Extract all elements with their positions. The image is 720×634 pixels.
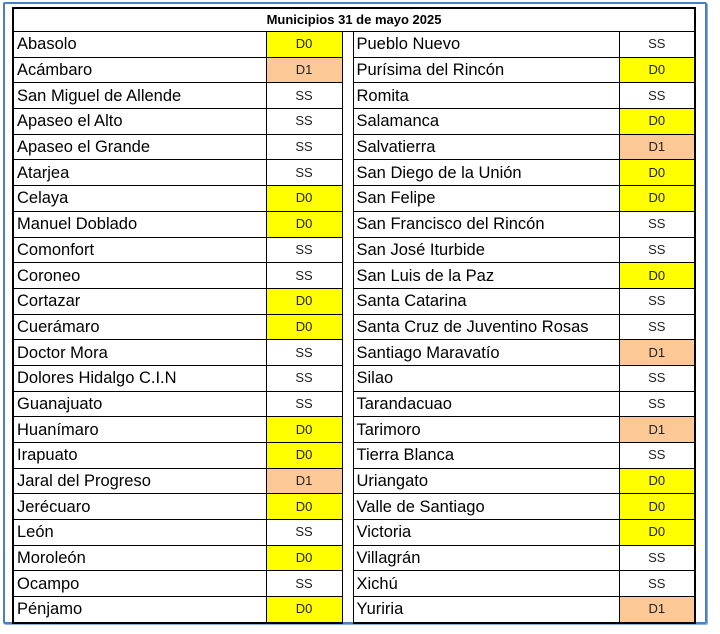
status-badge: D0 xyxy=(266,288,342,314)
column-gap xyxy=(342,545,353,571)
column-gap xyxy=(342,417,353,443)
status-badge: SS xyxy=(619,545,695,571)
status-badge: SS xyxy=(266,263,342,289)
table-row xyxy=(13,597,695,623)
table-title: Municipios 31 de mayo 2025 xyxy=(13,8,695,32)
status-badge: SS xyxy=(619,365,695,391)
table-title-row xyxy=(13,8,695,32)
municipio-name: Victoria xyxy=(353,520,619,546)
municipio-name: Jaral del Progreso xyxy=(13,468,266,494)
table-row xyxy=(13,288,695,314)
column-gap xyxy=(342,211,353,237)
status-badge: D1 xyxy=(619,597,695,623)
status-badge: SS xyxy=(266,134,342,160)
status-badge: SS xyxy=(619,391,695,417)
table-row xyxy=(13,571,695,597)
table-row xyxy=(13,443,695,469)
column-gap xyxy=(342,391,353,417)
column-gap xyxy=(342,57,353,83)
table-row xyxy=(13,494,695,520)
column-gap xyxy=(342,288,353,314)
municipio-name: Santa Cruz de Juventino Rosas xyxy=(353,314,619,340)
municipio-name: Santiago Maravatío xyxy=(353,340,619,366)
status-badge: D1 xyxy=(619,340,695,366)
status-badge: D0 xyxy=(619,520,695,546)
status-badge: SS xyxy=(619,83,695,109)
municipio-name: San José Iturbide xyxy=(353,237,619,263)
status-badge: SS xyxy=(619,571,695,597)
column-gap xyxy=(342,571,353,597)
status-badge: SS xyxy=(619,237,695,263)
table-row xyxy=(13,520,695,546)
status-badge: SS xyxy=(266,340,342,366)
status-badge: D0 xyxy=(266,314,342,340)
table-row xyxy=(13,160,695,186)
status-badge: SS xyxy=(266,83,342,109)
status-badge: D1 xyxy=(619,134,695,160)
status-badge: SS xyxy=(266,391,342,417)
column-gap xyxy=(342,520,353,546)
municipio-name: Tarimoro xyxy=(353,417,619,443)
municipio-name: Purísima del Rincón xyxy=(353,57,619,83)
column-gap xyxy=(342,314,353,340)
status-badge: SS xyxy=(619,32,695,58)
municipio-name: Huanímaro xyxy=(13,417,266,443)
status-badge: D1 xyxy=(266,468,342,494)
status-badge: D0 xyxy=(266,545,342,571)
municipio-name: Xichú xyxy=(353,571,619,597)
column-gap xyxy=(342,237,353,263)
municipio-name: Acámbaro xyxy=(13,57,266,83)
status-badge: D0 xyxy=(266,32,342,58)
table-row xyxy=(13,134,695,160)
municipio-name: Moroleón xyxy=(13,545,266,571)
table-row xyxy=(13,468,695,494)
status-badge: D0 xyxy=(266,211,342,237)
column-gap xyxy=(342,32,353,58)
status-badge: D0 xyxy=(266,443,342,469)
municipio-name: Pénjamo xyxy=(13,597,266,623)
status-badge: SS xyxy=(266,237,342,263)
municipio-name: Abasolo xyxy=(13,32,266,58)
municipio-name: León xyxy=(13,520,266,546)
municipio-name: Atarjea xyxy=(13,160,266,186)
table-row xyxy=(13,263,695,289)
status-badge: SS xyxy=(619,288,695,314)
status-badge: D1 xyxy=(619,417,695,443)
status-badge: D0 xyxy=(266,494,342,520)
status-badge: SS xyxy=(266,571,342,597)
status-badge: D0 xyxy=(619,109,695,135)
column-gap xyxy=(342,443,353,469)
table-row xyxy=(13,109,695,135)
status-badge: SS xyxy=(266,160,342,186)
municipio-name: San Diego de la Unión xyxy=(353,160,619,186)
status-badge: D0 xyxy=(266,417,342,443)
status-badge: SS xyxy=(266,520,342,546)
municipio-name: Salamanca xyxy=(353,109,619,135)
municipio-name: Yuriria xyxy=(353,597,619,623)
municipio-name: Cortazar xyxy=(13,288,266,314)
municipio-name: Apaseo el Alto xyxy=(13,109,266,135)
table-row xyxy=(13,83,695,109)
column-gap xyxy=(342,468,353,494)
status-badge: D0 xyxy=(266,597,342,623)
table-row xyxy=(13,211,695,237)
status-badge: D0 xyxy=(619,57,695,83)
status-badge: D0 xyxy=(619,494,695,520)
column-gap xyxy=(342,494,353,520)
municipio-name: San Miguel de Allende xyxy=(13,83,266,109)
table-row xyxy=(13,57,695,83)
municipio-name: Guanajuato xyxy=(13,391,266,417)
municipio-name: Comonfort xyxy=(13,237,266,263)
municipio-name: Salvatierra xyxy=(353,134,619,160)
column-gap xyxy=(342,83,353,109)
status-badge: D0 xyxy=(619,263,695,289)
municipio-name: Tierra Blanca xyxy=(353,443,619,469)
status-badge: D0 xyxy=(619,160,695,186)
table-row xyxy=(13,314,695,340)
municipio-name: Ocampo xyxy=(13,571,266,597)
status-badge: SS xyxy=(266,109,342,135)
status-badge: D1 xyxy=(266,57,342,83)
municipio-name: San Luis de la Paz xyxy=(353,263,619,289)
municipio-name: Santa Catarina xyxy=(353,288,619,314)
municipio-name: Cuerámaro xyxy=(13,314,266,340)
status-badge: SS xyxy=(266,365,342,391)
column-gap xyxy=(342,597,353,623)
municipio-name: Apaseo el Grande xyxy=(13,134,266,160)
municipio-name: Doctor Mora xyxy=(13,340,266,366)
municipios-table xyxy=(12,7,696,624)
municipio-name: Manuel Doblado xyxy=(13,211,266,237)
status-badge: SS xyxy=(619,211,695,237)
table-row xyxy=(13,340,695,366)
column-gap xyxy=(342,134,353,160)
municipio-name: Villagrán xyxy=(353,545,619,571)
table-row xyxy=(13,32,695,58)
municipio-name: Romita xyxy=(353,83,619,109)
status-badge: D0 xyxy=(266,186,342,212)
municipio-name: Pueblo Nuevo xyxy=(353,32,619,58)
column-gap xyxy=(342,186,353,212)
status-badge: SS xyxy=(619,314,695,340)
municipio-name: Silao xyxy=(353,365,619,391)
municipio-name: Tarandacuao xyxy=(353,391,619,417)
municipio-name: Uriangato xyxy=(353,468,619,494)
municipio-name: Celaya xyxy=(13,186,266,212)
status-badge: SS xyxy=(619,443,695,469)
table-row xyxy=(13,417,695,443)
status-badge: D0 xyxy=(619,186,695,212)
column-gap xyxy=(342,263,353,289)
table-row xyxy=(13,186,695,212)
table-row xyxy=(13,365,695,391)
table-row xyxy=(13,545,695,571)
municipio-name: Coroneo xyxy=(13,263,266,289)
table-row xyxy=(13,237,695,263)
municipio-name: Valle de Santiago xyxy=(353,494,619,520)
column-gap xyxy=(342,109,353,135)
municipio-name: Irapuato xyxy=(13,443,266,469)
municipio-name: San Francisco del Rincón xyxy=(353,211,619,237)
municipio-name: San Felipe xyxy=(353,186,619,212)
column-gap xyxy=(342,340,353,366)
table-row xyxy=(13,391,695,417)
column-gap xyxy=(342,365,353,391)
municipio-name: Jerécuaro xyxy=(13,494,266,520)
column-gap xyxy=(342,160,353,186)
municipio-name: Dolores Hidalgo C.I.N xyxy=(13,365,266,391)
status-badge: D0 xyxy=(619,468,695,494)
